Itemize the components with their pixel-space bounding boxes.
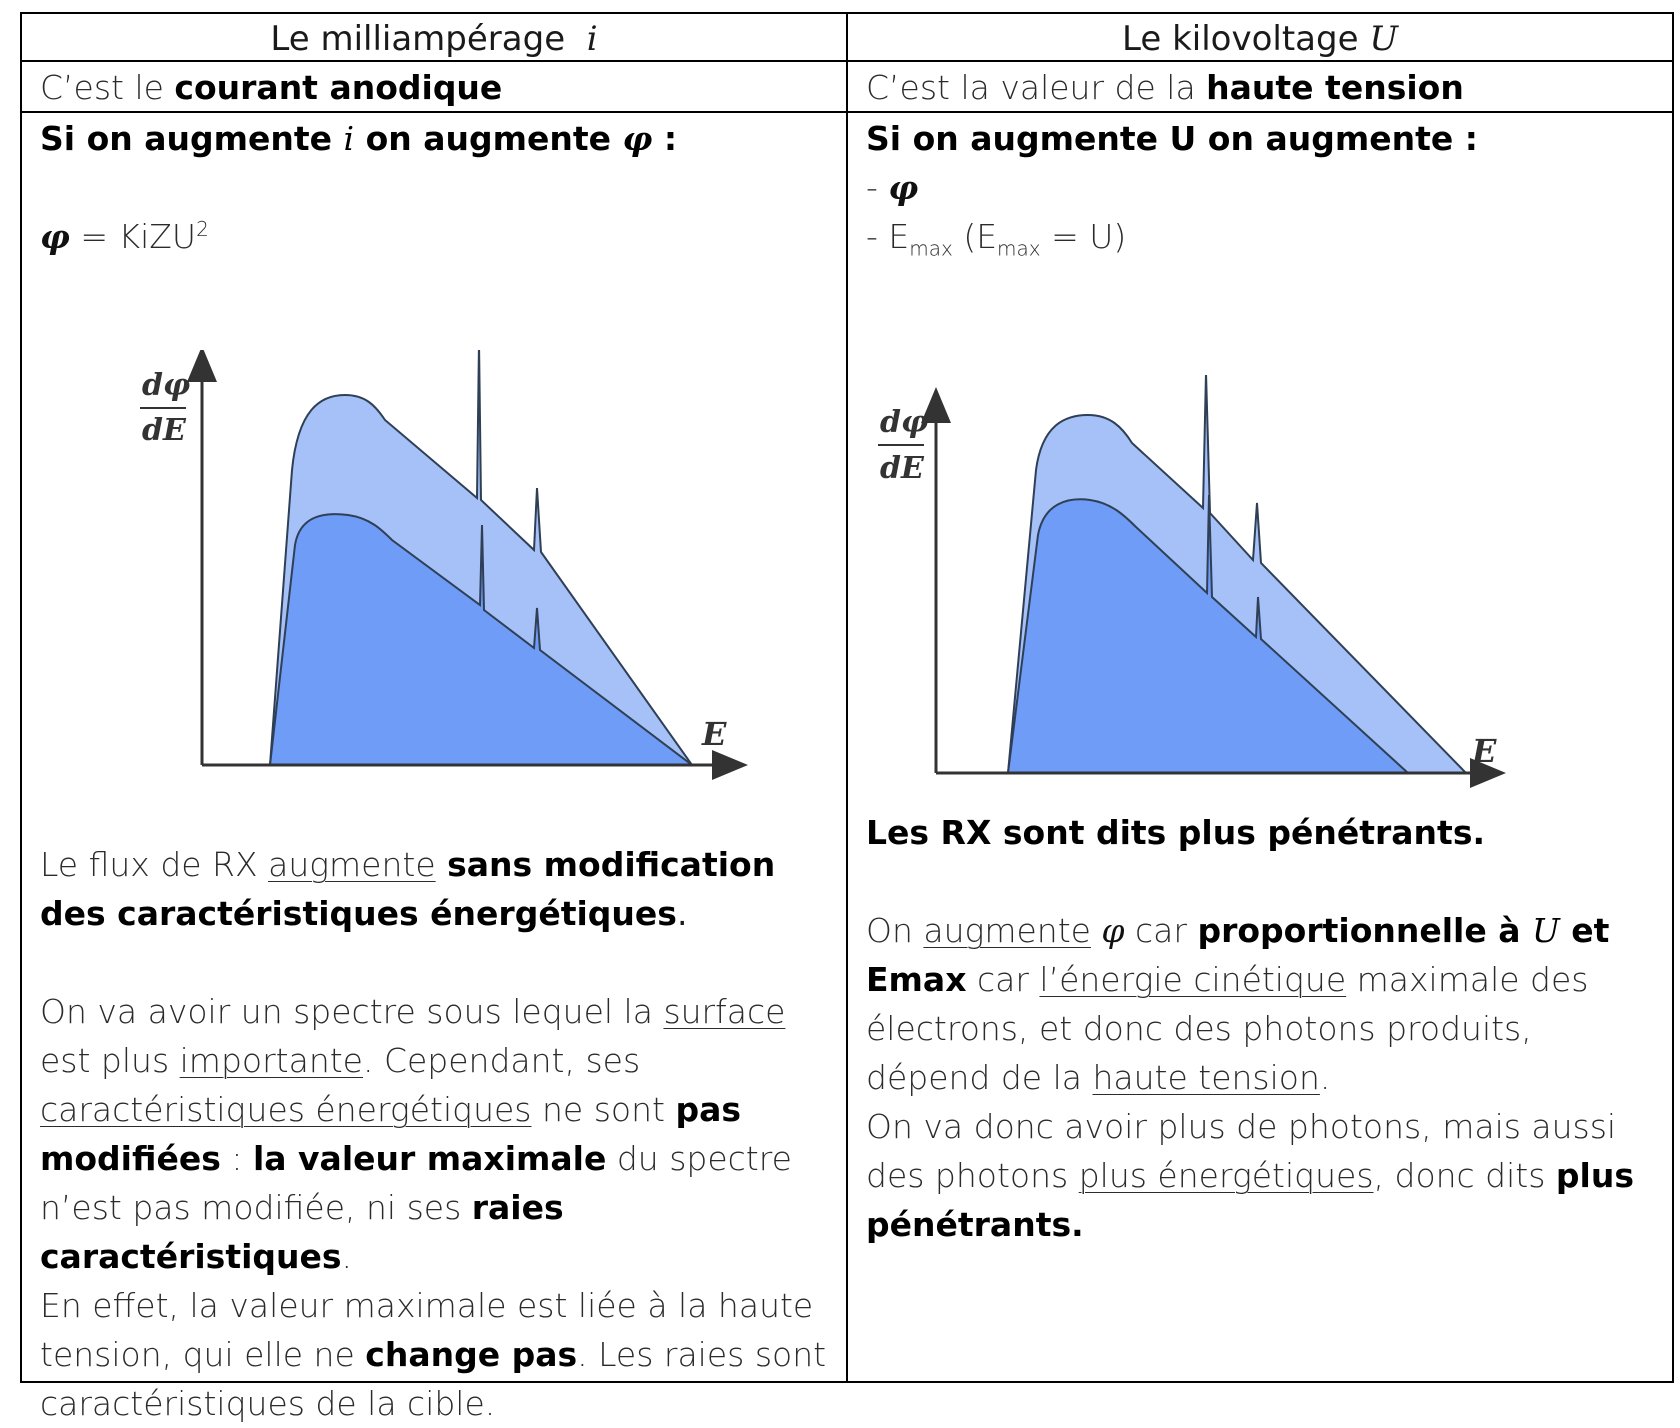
right-intro-text: Si on augmente U on augmente : xyxy=(866,119,1478,158)
right-item2-c: = U) xyxy=(1040,217,1127,256)
left-p1-a: Le flux de RX xyxy=(40,845,269,884)
right-item1-dash: - xyxy=(866,168,889,207)
right-paragraph-3 xyxy=(866,1102,1666,1249)
right-p2-energie-cinetique: l’énergie cinétique xyxy=(1039,960,1347,999)
left-p2-valeur-maximale: la valeur maximale xyxy=(252,1139,607,1178)
right-intro xyxy=(866,114,1666,261)
formula-rest: = KiZU xyxy=(69,217,197,256)
left-intro-colon: : xyxy=(652,119,678,158)
right-p2-augmente: augmente xyxy=(923,911,1091,950)
right-p3-a: On va donc avoir plus de photons, mais aussi des photons xyxy=(866,1107,1617,1195)
left-p3-c: . Les raies sont caractéristiques de la cible. xyxy=(40,1335,827,1423)
right-p2-e: . xyxy=(1319,1058,1331,1097)
header-right xyxy=(848,14,1672,60)
left-explanation xyxy=(40,840,840,1428)
left-intro-var: i xyxy=(343,119,355,158)
right-p3-plus-energetiques: plus énergétiques xyxy=(1078,1156,1374,1195)
left-p2-d: ne sont xyxy=(531,1090,676,1129)
right-p2-haute-tension: haute tension xyxy=(1092,1058,1320,1097)
right-item2-sub1: max xyxy=(909,236,953,261)
left-p2-caracteristiques: caractéristiques énergétiques xyxy=(40,1090,532,1129)
right-p2-phi: φ xyxy=(1090,911,1125,950)
right-p2-d: maximale des électrons, et donc des photons produits, dépend de la xyxy=(866,960,1589,1097)
left-p2-raies: raies caractéristiques xyxy=(40,1188,564,1276)
y-label-denominator: dE xyxy=(880,451,924,486)
y-label-numerator: dφ xyxy=(142,368,191,403)
right-explanation xyxy=(866,808,1666,1249)
left-intro-line xyxy=(40,114,840,163)
spectrum-inner-low-current xyxy=(270,514,692,765)
left-paragraph-1 xyxy=(40,840,840,938)
left-p2-c: . Cependant, ses xyxy=(362,1041,641,1080)
left-p2-a: On va avoir un spectre sous lequel la xyxy=(40,992,664,1031)
right-item-phi xyxy=(866,163,1666,212)
left-p2-b: est plus xyxy=(40,1041,180,1080)
right-p2-b: car xyxy=(1124,911,1198,950)
left-p3-a: En effet, la valeur maximale est liée à la haute tension, qui elle ne xyxy=(40,1286,814,1374)
header-left-title: Le milliampérage xyxy=(270,19,566,59)
right-item2-a: - E xyxy=(866,217,910,256)
right-p3-plus-penetrants: plus pénétrants. xyxy=(866,1156,1634,1244)
right-paragraph-1 xyxy=(866,808,1666,857)
formula-exponent: 2 xyxy=(196,217,209,241)
spectrum-inner-low-voltage xyxy=(1008,495,1408,773)
right-paragraph-2 xyxy=(866,906,1666,1102)
left-p2-pas-modifiees: pas modifiées xyxy=(40,1090,741,1178)
header-divider xyxy=(20,60,1674,62)
header-left xyxy=(22,14,846,60)
left-intro xyxy=(40,114,840,261)
header-right-title: Le kilovoltage xyxy=(1122,19,1359,59)
definition-left-text: C’est le xyxy=(40,68,175,107)
x-label: E xyxy=(702,715,727,753)
right-p3-b: , donc dits xyxy=(1373,1156,1556,1195)
left-intro-a: Si on augmente xyxy=(40,119,344,158)
left-p1-end: . xyxy=(676,894,688,933)
formula-phi: φ xyxy=(40,217,70,256)
flux-formula xyxy=(40,212,840,261)
y-label-denominator: dE xyxy=(142,413,186,448)
y-label-numerator: dφ xyxy=(880,405,929,440)
right-item1-phi: φ xyxy=(888,168,919,207)
right-p2-emax: et Emax xyxy=(866,911,1610,999)
x-label: E xyxy=(1472,732,1497,770)
spectrum-chart-voltage xyxy=(860,375,1520,795)
left-paragraph-3 xyxy=(40,1281,840,1428)
left-p1-bold: sans modification des caractéristiques énergétiques xyxy=(40,845,776,933)
definition-right-text: C’est la valeur de la xyxy=(866,68,1207,107)
definition-right-bold: haute tension xyxy=(1206,68,1464,107)
right-p2-u: U xyxy=(1531,911,1560,950)
left-p1-underline: augmente xyxy=(268,845,436,884)
right-p1-text: Les RX sont dits plus pénétrants. xyxy=(866,813,1485,852)
left-intro-phi: φ xyxy=(622,119,653,158)
header-right-var: U xyxy=(1369,19,1398,59)
left-p2-g: . xyxy=(341,1237,353,1276)
left-p3-change-pas: change pas xyxy=(365,1335,578,1374)
right-p2-a: On xyxy=(866,911,924,950)
definition-right xyxy=(866,63,1666,112)
definition-left-bold: courant anodique xyxy=(174,68,503,107)
spectrum-chart-current xyxy=(120,350,760,780)
header-left-var: i xyxy=(586,19,598,59)
left-intro-b: on augmente xyxy=(354,119,623,158)
left-p2-f: du spectre n’est pas modifiée, ni ses xyxy=(40,1139,792,1227)
left-p2-importante: importante xyxy=(179,1041,363,1080)
right-item2-sub2: max xyxy=(997,236,1041,261)
right-item2-b: (E xyxy=(952,217,998,256)
right-p2-c: car xyxy=(966,960,1040,999)
column-divider xyxy=(846,12,848,1383)
definition-left xyxy=(40,63,840,112)
right-item-emax xyxy=(866,212,1666,261)
left-p2-surface: surface xyxy=(663,992,786,1031)
left-paragraph-2 xyxy=(40,987,840,1281)
right-p2-proportionnelle: proportionnelle à xyxy=(1197,911,1532,950)
right-intro-line xyxy=(866,114,1666,163)
left-p2-e: : xyxy=(220,1139,253,1178)
